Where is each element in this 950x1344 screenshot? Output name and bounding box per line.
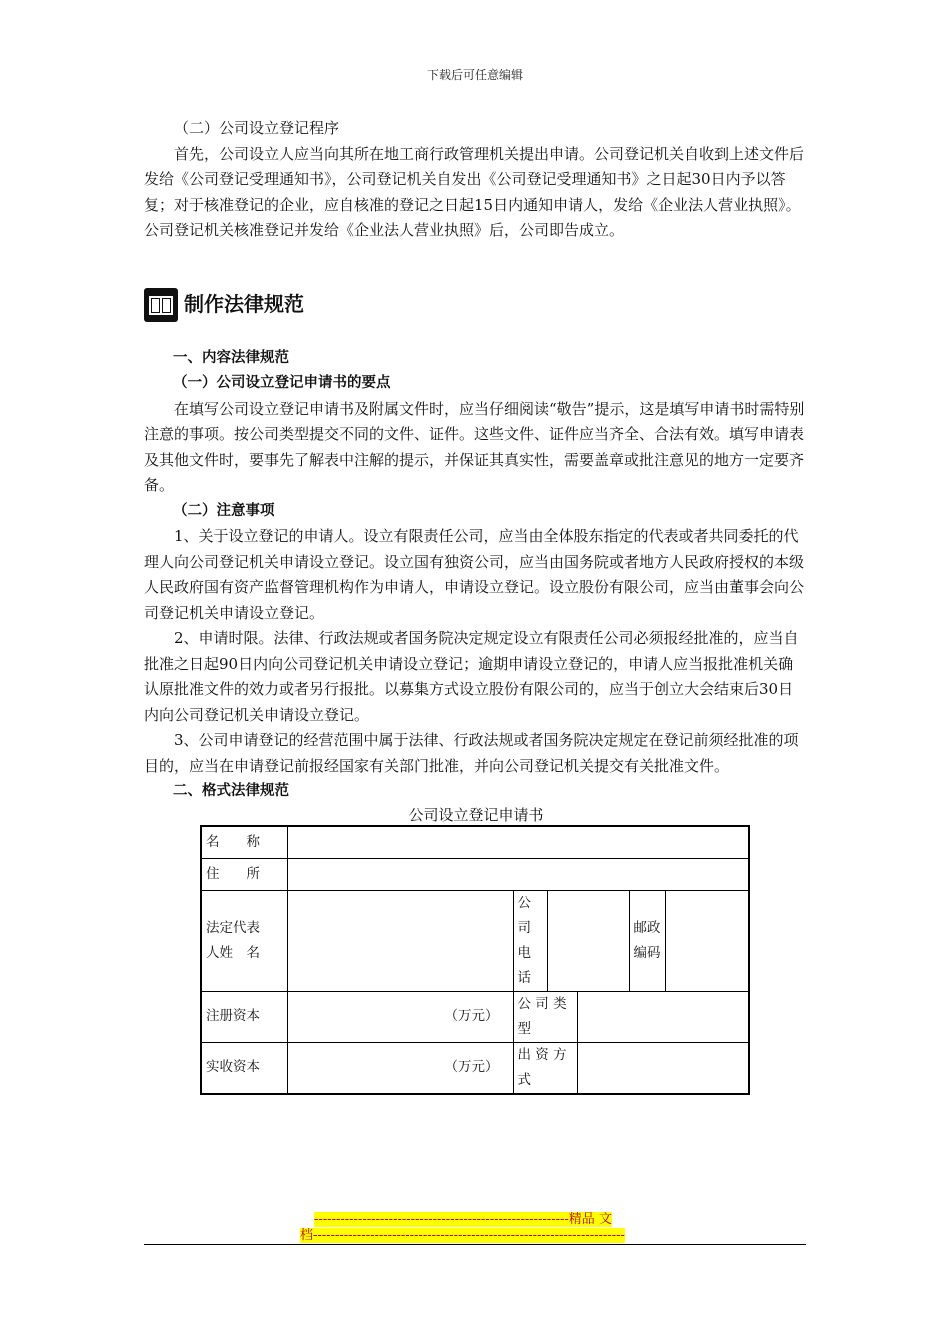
address-field[interactable] [287, 858, 749, 890]
postcode-label: 邮政 编码 [629, 890, 665, 991]
registered-capital-label: 注册资本 [201, 991, 287, 1042]
registered-capital-field[interactable]: （万元） [287, 991, 513, 1042]
intro-heading: （二）公司设立登记程序 [174, 119, 340, 137]
legal-rep-field[interactable] [287, 890, 513, 991]
content-norms-sub1-heading: （一）公司设立登记申请书的要点 [173, 375, 391, 391]
notice-item: 2、申请时限。法律、行政法规或者国务院决定规定设立有限责任公司必须报经批准的，应当自批准之日起90日内向公司登记机关申请设立登记；逾期申请设立登记的，申请人应当报批准机关确认原批准文件的效力或者另行报批。以募集方式设立股份有限公司的，应当于创立大会结束后30日内向公司登记机关申请设立登记。 [144, 629, 799, 724]
book-icon [144, 288, 178, 322]
content-norms-heading: 一、内容法律规范 [173, 349, 289, 366]
notice-item: 1、关于设立登记的申请人。设立有限责任公司，应当由全体股东指定的代表或者共同委托的代理人向公司登记机关申请设立登记。设立国有独资公司，应当由国务院或者地方人民政府授权的本级人民政府国有资产监督管理机构作为申请人，申请设立登记。设立股份有限公司，应当由董事会向公司登记机关申请设立登记。 [144, 527, 805, 622]
table-row [201, 1042, 749, 1094]
table-title: 公司设立登记申请书 [408, 805, 544, 824]
contribution-field[interactable] [577, 1042, 749, 1094]
table-row [201, 890, 749, 991]
table-row [201, 826, 749, 859]
company-type-label: 公 司 类 型 [513, 991, 577, 1042]
intro-paragraph: 首先，公司设立人应当向其所在地工商行政管理机关提出申请。公司登记机关自收到上述文件后发给《公司登记受理通知书》，公司登记机关自发出《公司登记受理通知书》之日起30日内予以答复；对于核准登记的企业，应自核准的登记之日起15日内通知申请人，发给《企业法人营业执照》。公司登记机关核准登记并发给《企业法人营业执照》后，公司即告成立。 [144, 144, 805, 239]
registration-form-table [200, 825, 750, 1095]
section-title: 制作法律规范 [184, 291, 304, 316]
format-norms-heading: 二、格式法律规范 [173, 783, 289, 799]
company-type-field[interactable] [577, 991, 749, 1042]
address-label: 住 所 [201, 858, 287, 890]
section-heading [144, 280, 808, 330]
page-header: 下载后可任意编辑 [426, 68, 523, 82]
content-norms-sub1-paragraph: 在填写公司设立登记申请书及附属文件时，应当仔细阅读“敬告”提示，这是填写申请书时需特别注意的事项。按公司类型提交不同的文件、证件。这些文件、证件应当齐全、合法有效。填写申请表及其他文件时，要事先了解表中注解的提示，并保证其真实性，需要盖章或批注意见的地方一定要齐备。 [144, 399, 805, 494]
notice-item: 3、公司申请登记的经营范围中属于法律、行政法规或者国务院决定规定在登记前须经批准的项目的，应当在申请登记前报经国家有关部门批准，并向公司登记机关提交有关批准文件。 [144, 731, 799, 775]
document-body [144, 116, 808, 1095]
phone-label: 公司 电话 [513, 890, 547, 991]
footer-note [300, 1212, 650, 1244]
paid-capital-label: 实收资本 [201, 1042, 287, 1094]
content-norms-sub2-heading: （二）注意事项 [173, 502, 275, 519]
paid-capital-field[interactable]: （万元） [287, 1042, 513, 1094]
footer-line-1: ----------------------------------------------------------精品 文 [314, 1212, 612, 1227]
name-label: 名 称 [201, 826, 287, 859]
postcode-field[interactable] [665, 890, 749, 991]
footer-line-2: 档----------------------------------------------------------------------- [300, 1228, 625, 1243]
table-row [201, 991, 749, 1042]
phone-field[interactable] [547, 890, 629, 991]
footer-divider [144, 1244, 806, 1245]
contribution-label: 出 资 方 式 [513, 1042, 577, 1094]
name-field[interactable] [287, 826, 749, 859]
table-row [201, 858, 749, 890]
legal-rep-label: 法定代表 人姓 名 [201, 890, 287, 991]
